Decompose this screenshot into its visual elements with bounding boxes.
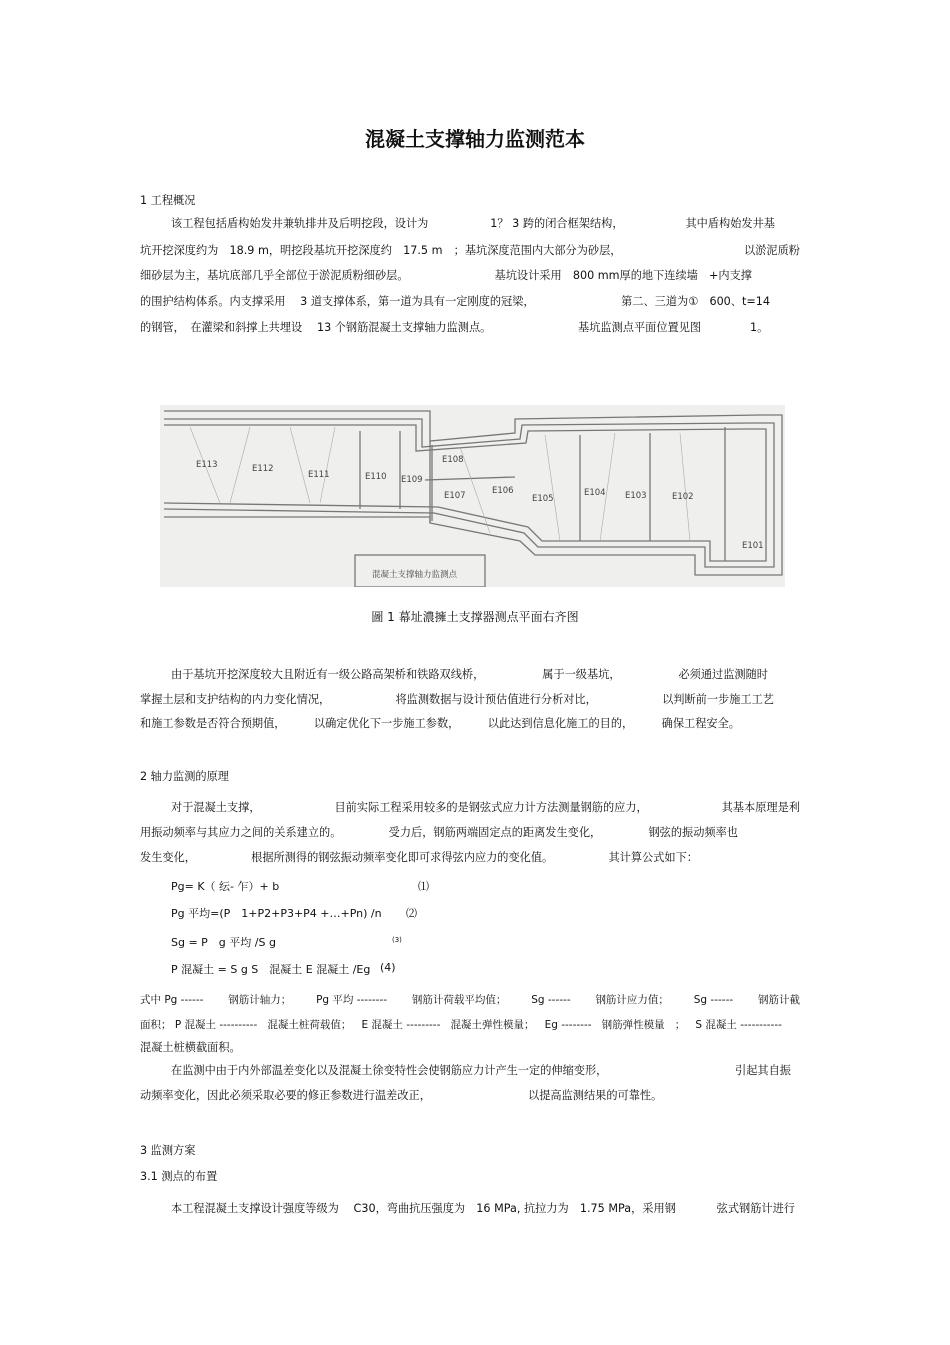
figure-caption: 圖 1 幕址濃擁土支撑器测点平面右齐图 [371, 610, 579, 624]
point-label-e101: E101 [742, 541, 764, 551]
formula-number-1: ⑴ [418, 880, 429, 893]
point-label-e109: E109 [401, 475, 423, 485]
point-label-e108: E108 [442, 455, 464, 465]
paragraph-line: 该工程包括盾构始发井兼轨排井及后明挖段，设计为 1？ 3 跨的闭合框架结构， 其中盾构始发井基 [171, 217, 775, 230]
paragraph-line: 动频率变化，因此必须采取必要的修正参数进行温差改正， 以提高监测结果的可靠性。 [140, 1089, 663, 1102]
point-label-e113: E113 [196, 460, 218, 470]
formula-number-2: ⑵ [406, 907, 417, 920]
definitions-line: 混凝土桩横截面积。 [140, 1041, 241, 1054]
point-label-e102: E102 [672, 492, 694, 502]
paragraph-line: 本工程混凝土支撑设计强度等级为 C30，弯曲抗压强度为 16 MPa, 抗拉力为 1.75 MPa，采用钢 弦式钢筋计进行 [171, 1202, 795, 1215]
section-heading-2: 2 轴力监测的原理 [140, 770, 229, 783]
definitions-line: 面积； P 混凝土 ---------- 混凝土桩荷载值； E 混凝土 --------- 混凝土弹性模量； Eg -------- 钢筋弹性模量 ； S 混凝土 ----------- [140, 1019, 782, 1031]
formula-number-4: (4) [380, 961, 396, 974]
section-heading-1: 1 工程概况 [140, 194, 196, 207]
paragraph-line: 用振动频率与其应力之间的关系建立的。 受力后，钢筋两端固定点的距离发生变化， 钢弦的振动频率也 [140, 826, 738, 839]
site-plan-figure [160, 405, 785, 587]
point-label-e105: E105 [532, 494, 554, 504]
paragraph-line: 掌握土层和支护结构的内力变化情况， 将监测数据与设计预估值进行分析对比， 以判断前一步施工工艺 [140, 693, 774, 706]
point-label-e104: E104 [584, 488, 606, 498]
paragraph-line: 发生变化， 根据所测得的钢弦振动频率变化即可求得弦内应力的变化值。 其计算公式如下： [140, 851, 698, 864]
point-label-e112: E112 [252, 464, 274, 474]
paragraph-line: 细砂层为主，基坑底部几乎全部位于淤泥质粉细砂层。 基坑设计采用 800 mm厚的地下连续墙 +内支撑 [140, 269, 752, 282]
point-label-e107: E107 [444, 491, 466, 501]
paragraph-line: 对于混凝土支撑， 目前实际工程采用较多的是钢弦式应力计方法测量钢筋的应力， 其基本原理是利 [171, 801, 800, 814]
subsection-heading-3-1: 3.1 测点的布置 [140, 1170, 218, 1183]
page-title: 混凝土支撑轴力监测范本 [365, 127, 585, 151]
definitions-line: 式中 Pg ------ 钢筋计轴力； Pg 平均 -------- 钢筋计荷载平均值； Sg ------ 钢筋计应力值； Sg ------ 钢筋计截 [140, 994, 800, 1006]
point-label-e103: E103 [625, 491, 647, 501]
paragraph-line: 由于基坑开挖深度较大且附近有一级公路高架桥和铁路双线桥， 属于一级基坑， 必须通过监测随时 [171, 668, 768, 681]
paragraph-line: 的钢管， 在灌梁和斜撑上共埋设 13 个钢筋混凝土支撑轴力监测点。 基坑监测点平面位置见图 1。 [140, 321, 769, 334]
formula-1: Pg= K（ 纭- 乍）+ b [171, 880, 280, 893]
point-label-e110: E110 [365, 472, 387, 482]
formula-4: P 混凝土 = S g S 混凝土 E 混凝土 /Eg [171, 963, 371, 976]
paragraph-line: 和施工参数是否符合预期值， 以确定优化下一步施工参数， 以此达到信息化施工的目的， 确保工程安全。 [140, 717, 740, 730]
section-heading-3: 3 监测方案 [140, 1144, 196, 1157]
formula-3: Sg = P g 平均 /S g [171, 936, 276, 949]
point-label-e111: E111 [308, 470, 330, 480]
paragraph-line: 在监测中由于内外部温差变化以及混凝土徐变特性会使钢筋应力计产生一定的伸缩变形， 引起其自振 [171, 1064, 791, 1077]
point-label-e106: E106 [492, 486, 514, 496]
figure-legend: 混凝土支撑轴力监测点 [372, 570, 458, 580]
formula-2: Pg 平均=(P 1+P2+P3+P4 +…+Pn) /n [171, 907, 382, 920]
paragraph-line: 坑开挖深度约为 18.9 m，明挖段基坑开挖深度约 17.5 m ；基坑深度范围内大部分为砂层， 以淤泥质粉 [140, 244, 800, 257]
paragraph-line: 的围护结构体系。内支撑采用 3 道支撑体系，第一道为具有一定刚度的冠梁， 第二、三道为① 600、t=14 [140, 295, 770, 308]
formula-number-3: (3) [392, 936, 402, 944]
